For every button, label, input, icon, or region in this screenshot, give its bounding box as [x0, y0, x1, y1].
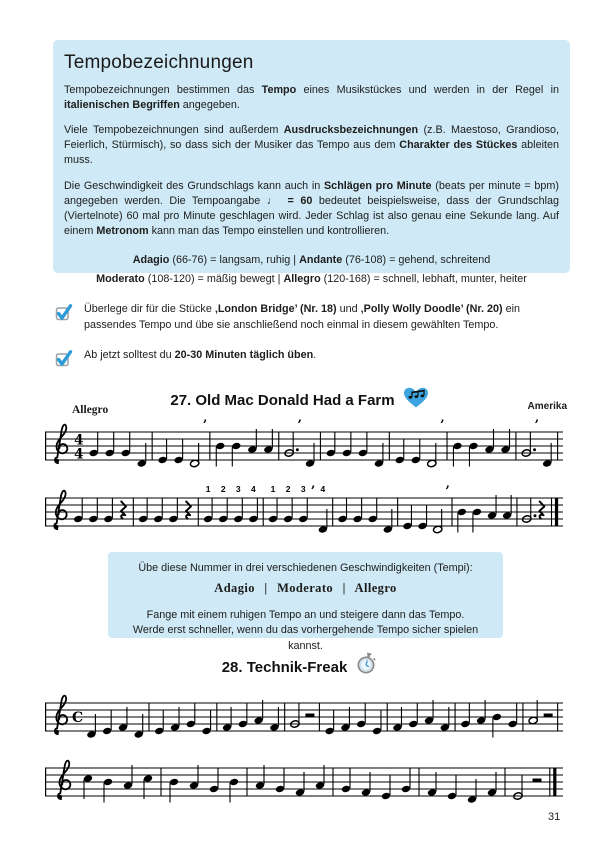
- note-head: [453, 442, 463, 450]
- stopwatch-icon: [354, 651, 378, 677]
- note-head: [502, 511, 512, 519]
- note-head: [121, 449, 131, 457]
- augmentation-dot: [533, 514, 536, 517]
- note-head: [209, 785, 219, 793]
- practice-box: [108, 552, 503, 653]
- note-head: [102, 727, 112, 735]
- note-head: [372, 727, 382, 735]
- music-staff-28-line-2: [45, 754, 563, 808]
- note-head: [326, 449, 336, 457]
- treble-clef: [54, 491, 66, 530]
- practice-tempo-trio: Adagio | Moderato | Allegro: [214, 580, 397, 595]
- note-head: [168, 515, 178, 523]
- checkbox-check-icon[interactable]: [55, 349, 74, 373]
- note-head: [427, 788, 437, 796]
- note-head: [158, 456, 168, 464]
- note-head: [447, 792, 457, 800]
- note-head: [395, 456, 405, 464]
- piece-27-title-text: 27. Old Mac Donald Had a Farm: [170, 392, 395, 409]
- note-head: [492, 713, 502, 721]
- note-head: [83, 774, 93, 782]
- note-head: [134, 730, 144, 738]
- note-head: [457, 508, 467, 516]
- note-head: [440, 723, 450, 731]
- note-head: [528, 716, 538, 724]
- note-head: [318, 525, 328, 533]
- note-head: [189, 781, 199, 789]
- music-glyph: ’: [439, 418, 445, 433]
- music-glyph: C: [72, 709, 84, 726]
- note-head: [103, 515, 113, 523]
- note-head: [275, 785, 285, 793]
- task-text: Ab jetzt solltest du 20-30 Minuten täglich üben.: [84, 349, 317, 361]
- piece-28-title-text: 28. Technik-Freak: [221, 659, 348, 676]
- heart-music-icon: [402, 386, 430, 410]
- note-head: [169, 778, 179, 786]
- task-item-2: [55, 348, 565, 373]
- finger-number: 1: [205, 484, 211, 494]
- note-head: [283, 515, 293, 523]
- note-head: [255, 781, 265, 789]
- note-head: [118, 723, 128, 731]
- note-head: [254, 716, 264, 724]
- quarter-rest: [539, 502, 544, 519]
- note-head: [487, 788, 497, 796]
- note-head: [476, 716, 486, 724]
- note-head: [215, 442, 225, 450]
- note-head: [88, 515, 98, 523]
- task-item-1: [55, 302, 565, 333]
- note-head: [341, 785, 351, 793]
- note-head: [174, 456, 184, 464]
- note-head: [298, 515, 308, 523]
- note-head: [315, 781, 325, 789]
- note-head: [247, 445, 257, 453]
- note-head: [138, 515, 148, 523]
- note-head: [269, 723, 279, 731]
- note-head: [137, 459, 147, 467]
- final-barline: [555, 498, 558, 526]
- piece-28-title: [0, 651, 600, 677]
- finger-number: 3: [300, 484, 306, 494]
- note-head: [248, 515, 258, 523]
- note-head: [460, 720, 470, 728]
- practice-line-1: Übe diese Nummer in drei verschiedenen Geschwindigkeiten (Tempi):: [138, 562, 473, 574]
- music-glyph: ’: [310, 484, 316, 499]
- quarter-rest: [186, 502, 191, 519]
- music-glyph: ’: [445, 484, 450, 499]
- note-head: [305, 459, 315, 467]
- note-head: [295, 788, 305, 796]
- note-head: [485, 445, 495, 453]
- treble-clef: [55, 730, 59, 734]
- note-head: [154, 727, 164, 735]
- intro-paragraph-3: Die Geschwindigkeit des Grundschlags kann auch in Schlägen pro Minute (beats per minute = bpm) angegeben werden. Die Tempoangabe ♩ = 60 bedeutet beispielsweise, dass der Grundschlag (Viertelnote) 60 mal pro Minute geschlagen wird. Jeder Schlag ist also genau eine Sekunde lang. Auf einem Metronom kann man das Tempo einstellen und kontrollieren.: [64, 179, 560, 237]
- note-head: [203, 515, 213, 523]
- note-head: [403, 522, 413, 530]
- quarter-rest: [121, 502, 126, 519]
- intro-paragraph-2: Viele Tempobezeichnungen sind außerdem Ausdrucksbezeichnungen (z.B. Maestoso, Grandioso, Feierlich, Stürmisch), so dass sich der Musiker das Tempo aus dem Charakter des Stückes ableiten muss.: [64, 124, 559, 167]
- music-staff-28-line-1: [45, 689, 563, 743]
- finger-number: 1: [270, 484, 276, 494]
- note-head: [153, 515, 163, 523]
- note-head: [231, 442, 241, 450]
- note-head: [233, 515, 243, 523]
- finger-number: 4: [320, 484, 326, 494]
- treble-clef: [55, 696, 67, 735]
- half-rest: [544, 714, 553, 718]
- note-head: [418, 522, 428, 530]
- note-head: [238, 720, 248, 728]
- finger-number: 3: [235, 484, 241, 494]
- piece-27-origin: Amerika: [527, 401, 567, 412]
- tempo-definitions: [64, 252, 559, 287]
- treble-clef: [55, 459, 59, 463]
- finger-number: 2: [220, 484, 226, 494]
- task-text: Überlege dir für die Stücke ‚London Bridge’ (Nr. 18) und ‚Polly Wolly Doodle’ (Nr. 20) ein passendes Tempo und übe sie anschließend noch einmal in diesem gewählten Tempo.: [84, 303, 521, 331]
- treble-clef: [55, 425, 67, 464]
- music-glyph: ’: [297, 418, 302, 433]
- finger-number: 2: [285, 484, 291, 494]
- note-head: [381, 792, 391, 800]
- note-head: [393, 723, 403, 731]
- note-head: [374, 459, 384, 467]
- note-head: [508, 720, 518, 728]
- treble-clef: [58, 795, 62, 799]
- half-rest: [533, 779, 542, 783]
- treble-clef: [58, 761, 70, 800]
- note-head: [542, 459, 552, 467]
- note-head: [411, 456, 421, 464]
- note-head: [186, 720, 196, 728]
- note-head: [103, 778, 113, 786]
- checkbox-check-icon[interactable]: [55, 303, 74, 327]
- note-head: [424, 716, 434, 724]
- note-head: [501, 445, 511, 453]
- page-number: 31: [548, 811, 561, 823]
- note-head: [218, 515, 228, 523]
- note-head: [190, 459, 200, 467]
- page-title: Tempobezeichnungen: [64, 52, 254, 73]
- note-head: [222, 723, 232, 731]
- note-head: [263, 445, 273, 453]
- note-head: [170, 723, 180, 731]
- note-head: [487, 511, 497, 519]
- note-head: [342, 449, 352, 457]
- note-head: [89, 449, 99, 457]
- note-head: [472, 508, 482, 516]
- note-head: [401, 785, 411, 793]
- note-head: [408, 720, 418, 728]
- note-head: [143, 774, 153, 782]
- tempo-definition-line-1: Adagio (66-76) = langsam, ruhig | Andante (76-108) = gehend, schreitend: [132, 253, 491, 266]
- note-head: [383, 525, 393, 533]
- note-head: [368, 515, 378, 523]
- practice-line-4: Werde erst schneller, wenn du das vorhergehende Tempo sicher spielen kannst.: [132, 624, 479, 653]
- note-head: [427, 459, 437, 467]
- tempo-definition-line-2: Moderato (108-120) = mäßig bewegt | Allegro (120-168) = schnell, lebhaft, munter, heiter: [96, 273, 527, 286]
- note-head: [123, 781, 133, 789]
- note-head: [353, 515, 363, 523]
- note-head: [325, 727, 335, 735]
- note-head: [469, 442, 479, 450]
- intro-paragraph-1: Tempobezeichnungen bestimmen das Tempo eines Musikstückes und werden in der Regel in italienischen Begriffen angegeben.: [64, 84, 559, 112]
- half-rest: [305, 714, 314, 718]
- final-barline: [553, 768, 556, 796]
- note-head: [356, 720, 366, 728]
- music-glyph: 4: [74, 446, 84, 463]
- note-head: [268, 515, 278, 523]
- note-head: [467, 795, 477, 803]
- note-head: [202, 727, 212, 735]
- treble-clef: [54, 525, 58, 529]
- piece-27-tempo-marking: Allegro: [72, 404, 109, 416]
- augmentation-dot: [296, 448, 299, 451]
- note-head: [86, 730, 96, 738]
- music-glyph: 4: [74, 432, 84, 449]
- note-head: [433, 525, 443, 533]
- music-glyph: ’: [202, 418, 208, 433]
- note-head: [105, 449, 115, 457]
- note-head: [229, 778, 239, 786]
- practice-line-3: Fange mit einem ruhigen Tempo an und steigere dann das Tempo.: [146, 608, 465, 621]
- note-head: [73, 515, 83, 523]
- augmentation-dot: [533, 448, 536, 451]
- music-staff-27-line-1: [45, 418, 563, 472]
- note-head: [358, 449, 368, 457]
- music-glyph: ’: [534, 418, 540, 433]
- note-head: [361, 788, 371, 796]
- intro-box: [53, 40, 570, 286]
- finger-number: 4: [251, 484, 256, 494]
- note-head: [340, 723, 350, 731]
- note-head: [338, 515, 348, 523]
- music-staff-27-line-2: [45, 484, 563, 538]
